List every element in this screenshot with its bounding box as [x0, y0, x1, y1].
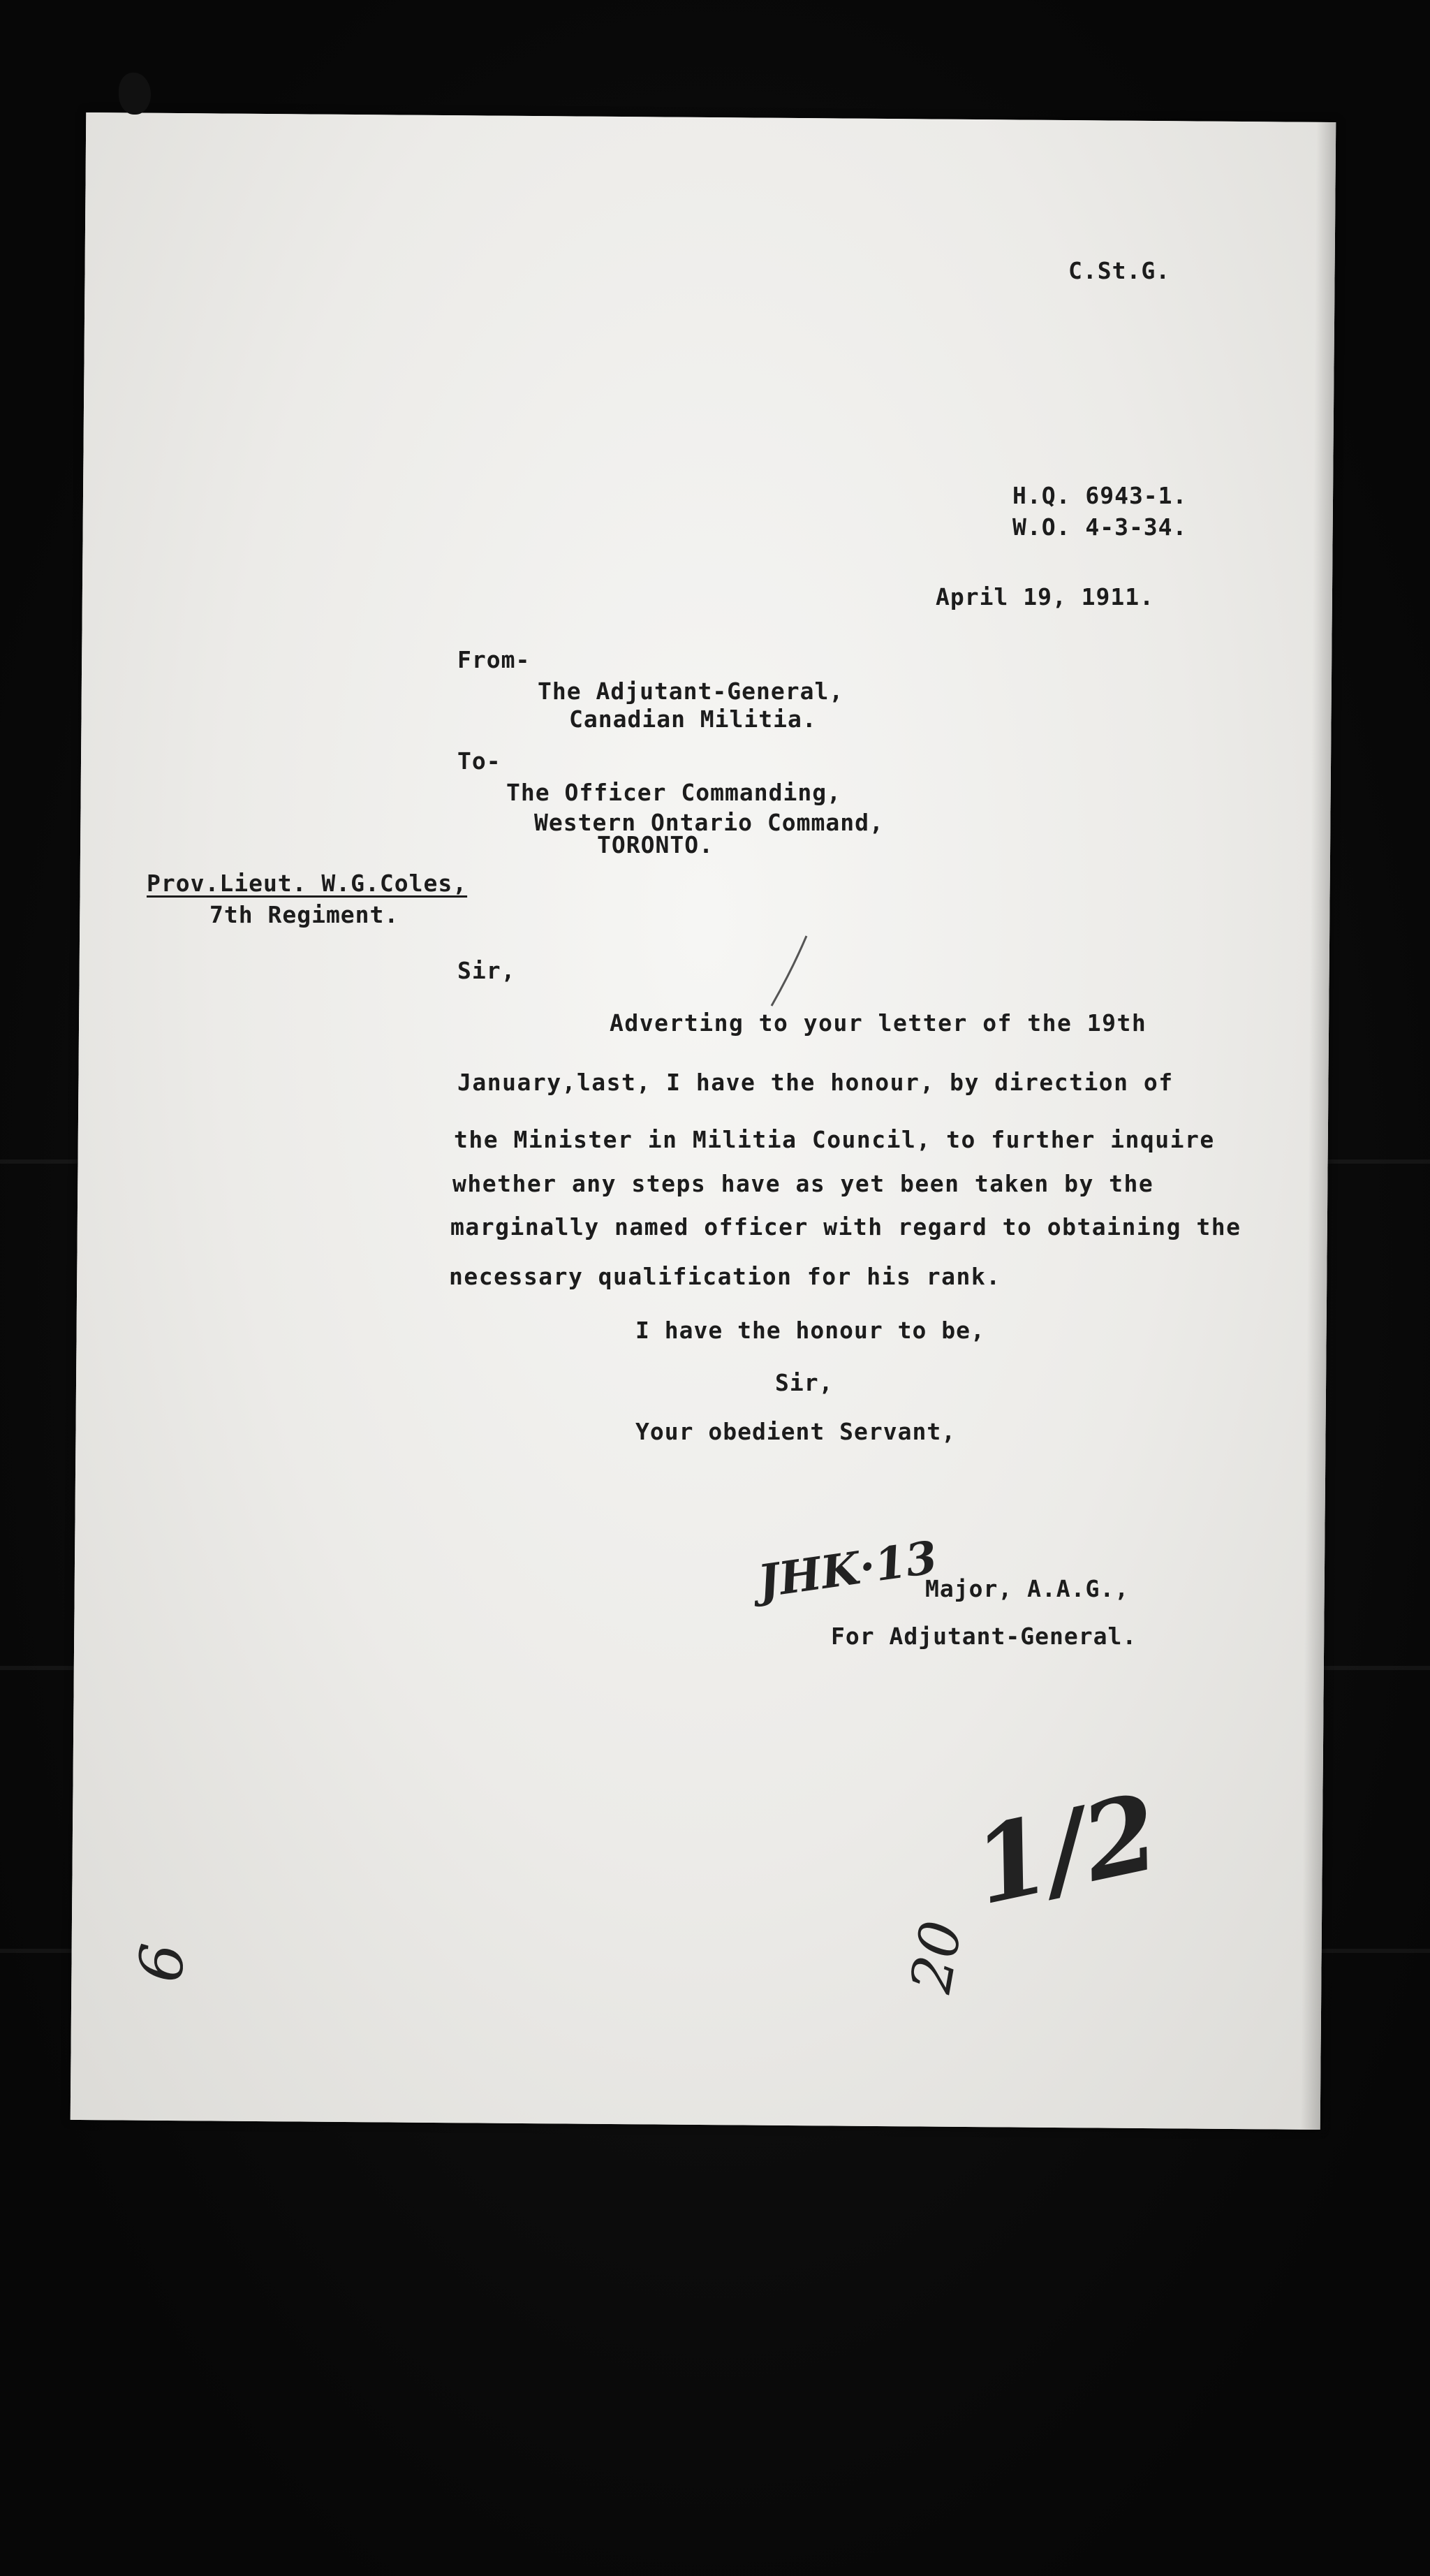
- signature-initials: JHK·13: [755, 1531, 941, 1609]
- closing-line-1: I have the honour to be,: [635, 1317, 985, 1344]
- to-line-3: TORONTO.: [597, 831, 714, 858]
- to-line-2: Western Ontario Command,: [534, 809, 884, 836]
- closing-line-3: Your obedient Servant,: [635, 1418, 957, 1445]
- body-line: marginally named officer with regard to obtaining the: [450, 1213, 1241, 1241]
- signer-for: For Adjutant-General.: [831, 1623, 1137, 1650]
- margin-officer-name: Prov.Lieut. W.G.Coles,: [147, 870, 468, 897]
- pencil-stroke: [768, 932, 810, 1009]
- signer-title: Major, A.A.G.,: [925, 1575, 1130, 1602]
- body-line: the Minister in Militia Council, to further inquire: [454, 1126, 1215, 1153]
- closing-line-2: Sir,: [775, 1369, 834, 1396]
- reference-wo: W.O. 4-3-34.: [1012, 513, 1188, 541]
- file-reference: C.St.G.: [1068, 257, 1171, 284]
- salutation: Sir,: [457, 957, 516, 984]
- reference-hq: H.Q. 6943-1.: [1012, 482, 1188, 509]
- to-label: To-: [457, 747, 501, 775]
- handwritten-mark-middle: 20: [898, 1916, 975, 1998]
- from-label: From-: [457, 646, 531, 673]
- body-line: whether any steps have as yet been taken by the: [452, 1170, 1154, 1197]
- from-line-1: The Adjutant-General,: [538, 678, 844, 705]
- body-line: necessary qualification for his rank.: [449, 1263, 1001, 1290]
- from-line-2: Canadian Militia.: [569, 705, 817, 733]
- margin-officer-unit: 7th Regiment.: [209, 901, 399, 928]
- body-line: Adverting to your letter of the 19th: [610, 1009, 1147, 1037]
- handwritten-fraction: 1/2: [963, 1770, 1169, 1929]
- to-line-1: The Officer Commanding,: [506, 779, 841, 806]
- body-line: January,last, I have the honour, by direction of: [457, 1069, 1174, 1096]
- letter-date: April 19, 1911.: [936, 583, 1155, 610]
- ink-blot: [119, 73, 151, 115]
- handwritten-mark-left: 6: [126, 1940, 199, 1985]
